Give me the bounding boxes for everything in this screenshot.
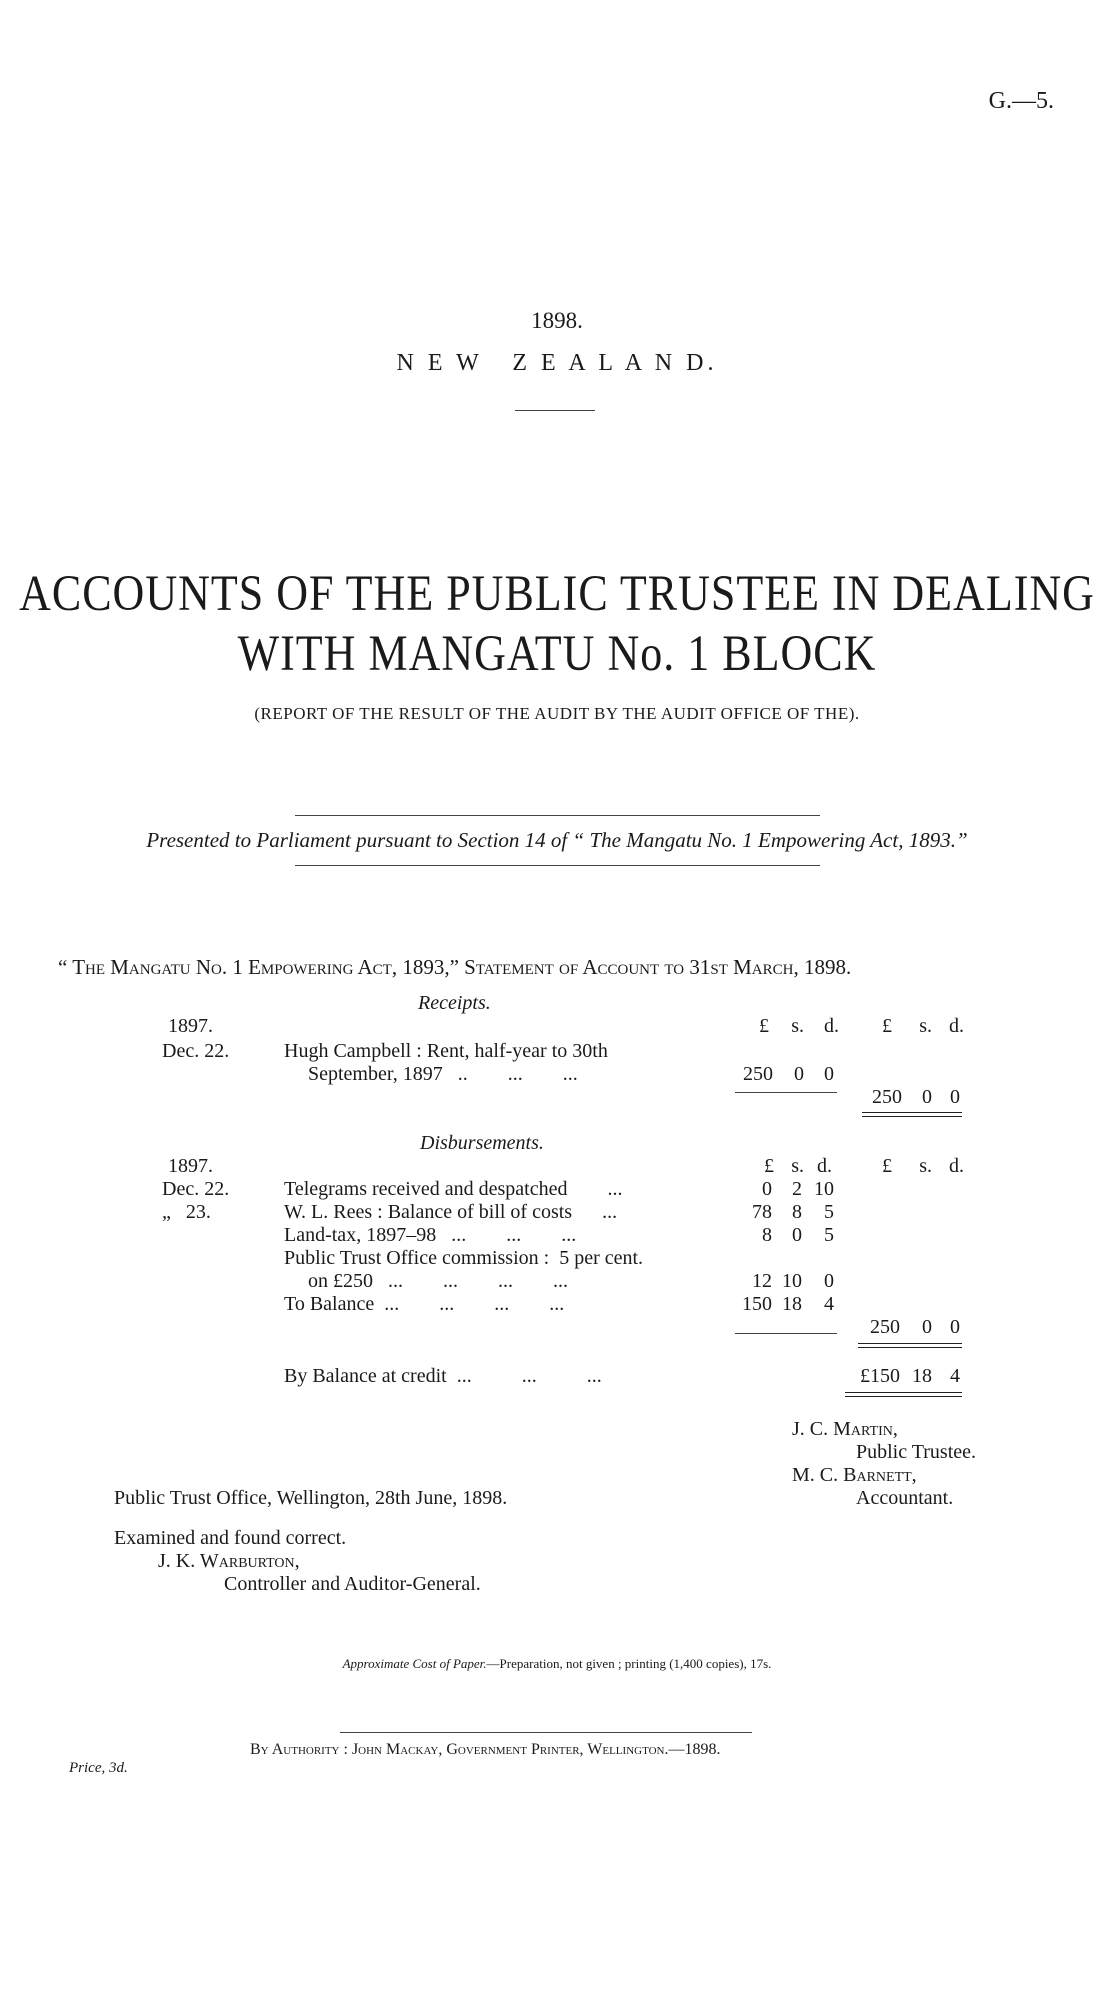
- disbursement-pence: 5: [824, 1224, 834, 1246]
- office-date-line: Public Trust Office, Wellington, 28th June, 1898.: [114, 1487, 508, 1509]
- receipts-header-pound-2: £: [882, 1015, 892, 1037]
- receipts-amount-pounds: 250: [743, 1063, 773, 1085]
- balance-pounds: £150: [860, 1365, 900, 1387]
- disbursements-label: Disbursements.: [420, 1132, 544, 1154]
- disbursement-pounds: 78: [752, 1201, 772, 1223]
- disbursement-date: Dec. 22.: [162, 1178, 230, 1200]
- disbursements-header-pound-2: £: [882, 1155, 892, 1177]
- receipts-label: Receipts.: [418, 992, 491, 1014]
- disbursement-description: To Balance ... ... ... ...: [284, 1293, 565, 1315]
- disbursement-description: Telegrams received and despatched ...: [284, 1178, 623, 1200]
- examined-line: Examined and found correct.: [114, 1527, 347, 1549]
- authority-rule: [340, 1732, 752, 1733]
- receipts-total-double-rule: [862, 1112, 962, 1117]
- accountant-name: M. C. Barnett,: [792, 1464, 917, 1486]
- disbursements-header-shilling-1: s.: [791, 1155, 804, 1177]
- receipts-subtotal-rule: [735, 1092, 837, 1093]
- main-title-line1: ACCOUNTS OF THE PUBLIC TRUSTEE IN DEALING: [19, 565, 1095, 622]
- disbursement-pence: 5: [824, 1201, 834, 1223]
- disbursement-pence: 10: [814, 1178, 834, 1200]
- receipts-total-pounds: 250: [872, 1086, 902, 1108]
- disbursements-total-pounds: 250: [870, 1316, 900, 1338]
- authority-line: By Authority : John Mackay, Government Printer, Wellington.—1898.: [250, 1741, 721, 1758]
- disbursement-shillings: 0: [792, 1224, 802, 1246]
- disbursement-description: W. L. Rees : Balance of bill of costs ...: [284, 1201, 618, 1223]
- disbursement-pence: 0: [824, 1270, 834, 1292]
- auditor-title: Controller and Auditor-General.: [224, 1573, 481, 1595]
- title-divider: [515, 410, 595, 411]
- disbursement-date: „ 23.: [162, 1201, 211, 1223]
- receipts-year: 1897.: [168, 1015, 213, 1037]
- receipts-total-shillings: 0: [922, 1086, 932, 1108]
- balance-shillings: 18: [912, 1365, 932, 1387]
- disbursement-shillings: 18: [782, 1293, 802, 1315]
- disbursements-header-shilling-2: s.: [919, 1155, 932, 1177]
- price-line: Price, 3d.: [69, 1760, 128, 1776]
- disbursement-pounds: 0: [762, 1178, 772, 1200]
- presented-rule-top: [295, 815, 820, 816]
- auditor-name: J. K. Warburton,: [158, 1550, 300, 1572]
- balance-description: By Balance at credit ... ... ...: [284, 1365, 602, 1387]
- disbursements-year: 1897.: [168, 1155, 213, 1177]
- disbursement-shillings: 2: [792, 1178, 802, 1200]
- cost-label: Approximate Cost of Paper.: [342, 1656, 487, 1671]
- trustee-name: J. C. Martin,: [792, 1418, 898, 1440]
- disbursement-shillings: 10: [782, 1270, 802, 1292]
- receipts-amount-pence: 0: [824, 1063, 834, 1085]
- receipts-total-pence: 0: [950, 1086, 960, 1108]
- disbursements-header-pence-1: d.: [817, 1155, 832, 1177]
- receipts-header-shilling-2: s.: [919, 1015, 932, 1037]
- balance-double-rule: [845, 1392, 962, 1397]
- country-heading: N E W Z E A L A N D.: [396, 350, 718, 376]
- disbursements-total-pence: 0: [950, 1316, 960, 1338]
- disbursement-description: Land-tax, 1897–98 ... ... ...: [284, 1224, 577, 1246]
- receipts-header-pence-2: d.: [949, 1015, 964, 1037]
- receipts-amount-shillings: 0: [794, 1063, 804, 1085]
- trustee-title: Public Trustee.: [856, 1441, 977, 1463]
- receipts-description-line1: Hugh Campbell : Rent, half-year to 30th: [284, 1040, 608, 1062]
- receipts-header-shilling-1: s.: [791, 1015, 804, 1037]
- disbursements-subtotal-rule: [735, 1333, 837, 1334]
- accountant-title: Accountant.: [856, 1487, 954, 1509]
- balance-pence: 4: [950, 1365, 960, 1387]
- statement-heading: “ The Mangatu No. 1 Empowering Act, 1893,” Statement of Account to 31st March, 1898.: [58, 955, 852, 979]
- receipts-date: Dec. 22.: [162, 1040, 230, 1062]
- disbursement-description: on £250 ... ... ... ...: [308, 1270, 568, 1292]
- disbursements-total-double-rule: [858, 1343, 962, 1348]
- cost-text: —Preparation, not given ; printing (1,400 copies), 17s.: [486, 1656, 772, 1671]
- cost-of-paper-note: [0, 1656, 1114, 1672]
- receipts-header-pound-1: £: [759, 1015, 769, 1037]
- disbursements-header-pound-1: £: [764, 1155, 774, 1177]
- year-heading: 1898.: [531, 308, 583, 333]
- disbursement-pounds: 8: [762, 1224, 772, 1246]
- disbursements-total-shillings: 0: [922, 1316, 932, 1338]
- disbursement-pounds: 12: [752, 1270, 772, 1292]
- receipts-header-pence-1: d.: [824, 1015, 839, 1037]
- page-reference: G.—5.: [988, 88, 1054, 114]
- receipts-description-line2: September, 1897 .. ... ...: [308, 1063, 578, 1085]
- disbursement-shillings: 8: [792, 1201, 802, 1223]
- disbursements-header-pence-2: d.: [949, 1155, 964, 1177]
- disbursement-pounds: 150: [742, 1293, 772, 1315]
- main-title-line2: WITH MANGATU No. 1 BLOCK: [237, 625, 877, 682]
- disbursement-description: Public Trust Office commission : 5 per cent.: [284, 1247, 644, 1269]
- subtitle: (REPORT OF THE RESULT OF THE AUDIT BY THE AUDIT OFFICE OF THE).: [254, 704, 860, 723]
- presented-rule-bottom: [295, 865, 820, 866]
- disbursement-pence: 4: [824, 1293, 834, 1315]
- presented-note: Presented to Parliament pursuant to Section 14 of “ The Mangatu No. 1 Empowering Act, 1893.”: [146, 828, 968, 852]
